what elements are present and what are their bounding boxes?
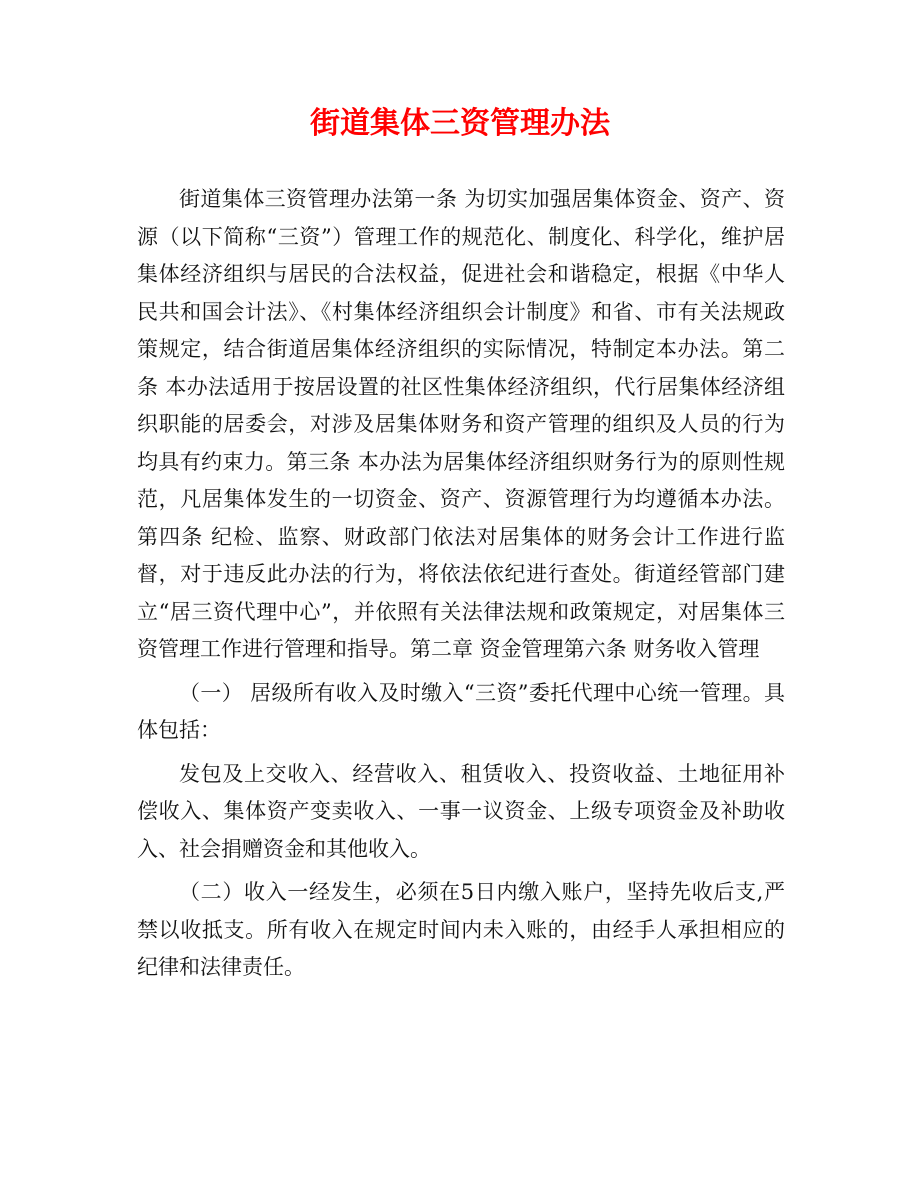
document-body [137,181,785,993]
body-paragraph-1: 街道集体三资管理办法第一条 为切实加强居集体资金、资产、资源（以下简称“三资”）管理工作的规范化、制度化、科学化，维护居集体经济组织与居民的合法权益，促进社会和谐稳定，根据《中华人民共和国会计法》、《村集体经济组织会计制度》和省、市有关法规政策规定，结合街道居集体经济组织的实际情况，特制定本办法。第二条 本办法适用于按居设置的社区性集体经济组织，代行居集体经济组织职能的居委会，对涉及居集体财务和资产管理的组织及人员的行为均具有约束力。第三条 本办法为居集体经济组织财务行为的原则性规范，凡居集体发生的一切资金、资产、资源管理行为均遵循本办法。第四条 纪检、监察、财政部门依法对居集体的财务会计工作进行监督，对于违反此办法的行为，将依法依纪进行查处。街道经管部门建立“居三资代理中心”，并依照有关法律法规和政策规定，对居集体三资管理工作进行管理和指导。第二章 资金管理第六条 财务收入管理 [137,187,785,661]
document-title: 街道集体三资管理办法 [310,106,610,141]
body-paragraph-3: 发包及上交收入、经营收入、租赁收入、投资收益、土地征用补偿收入、集体资产变卖收入、一事一议资金、上级专项资金及补助收入、社会捐赠资金和其他收入。 [137,761,785,861]
body-paragraph-4: （二）收入一经发生，必须在5日内缴入账户，坚持先收后支,严禁以收抵支。所有收入在规定时间内未入账的，由经手人承担相应的纪律和法律责任。 [137,880,785,979]
body-paragraph-2: （一） 居级所有收入及时缴入“三资”委托代理中心统一管理。具体包括： [137,680,785,742]
